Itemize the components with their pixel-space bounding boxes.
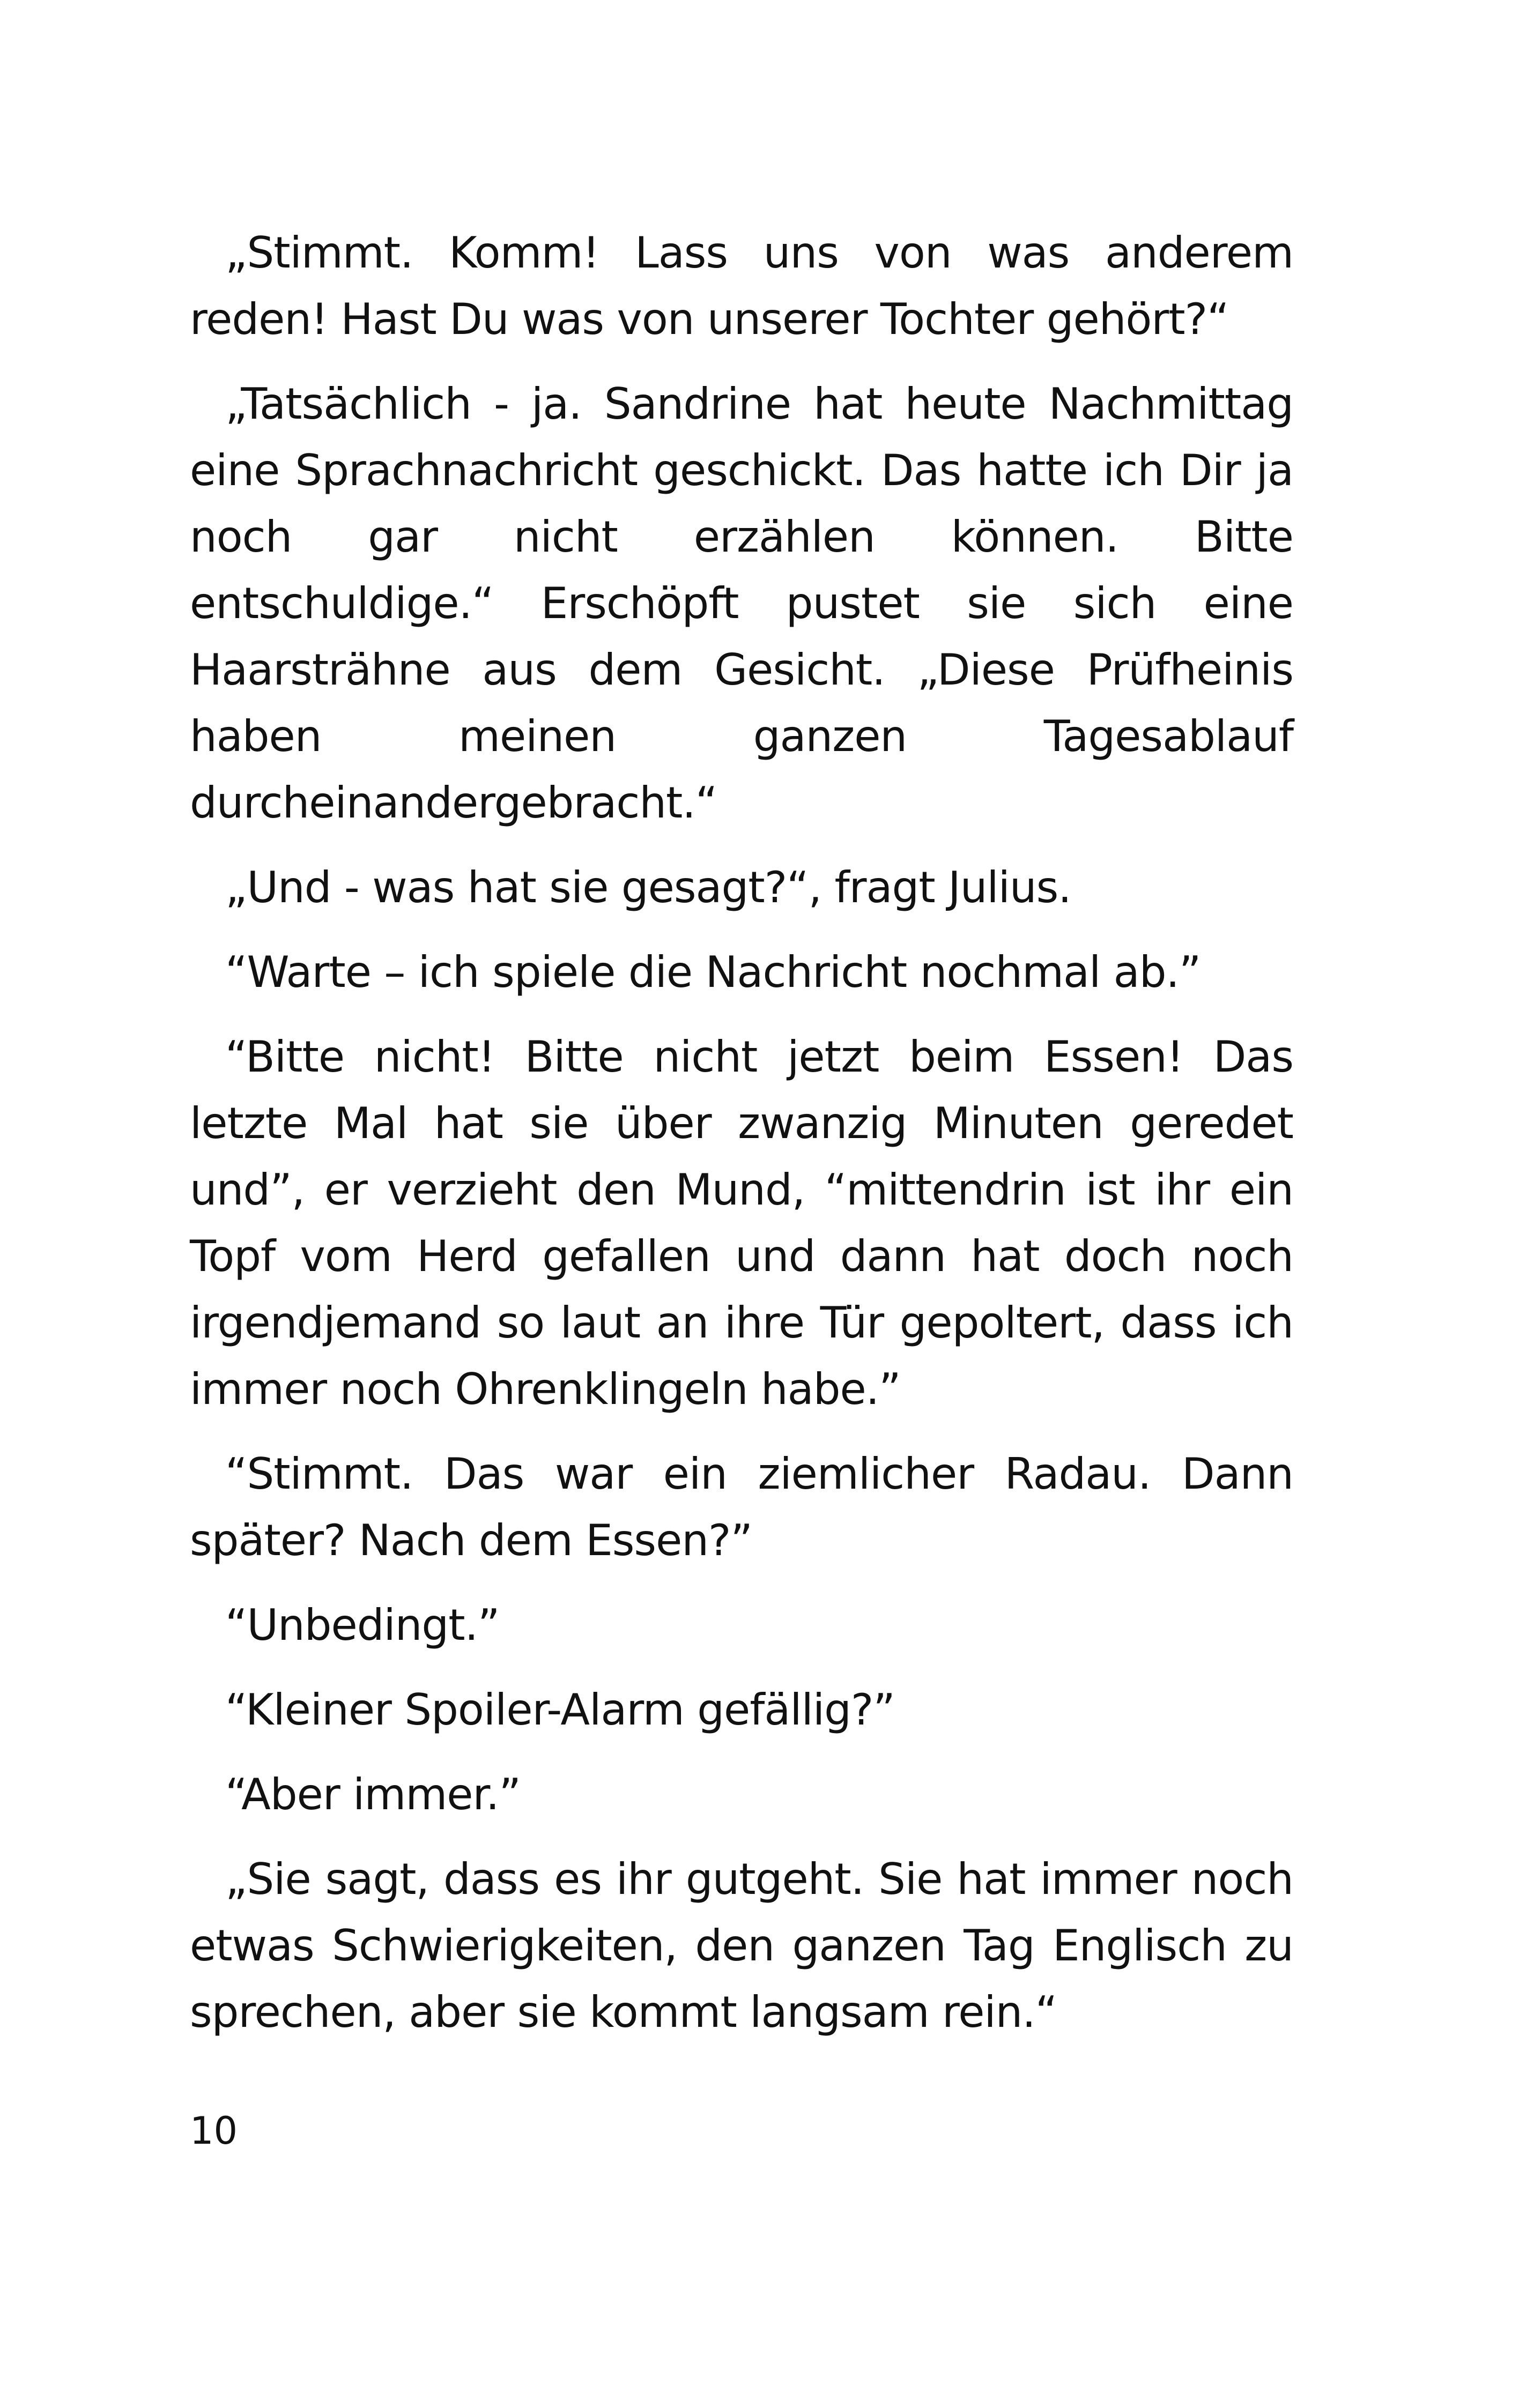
book-page-text xyxy=(190,220,1293,2064)
page-number: 10 xyxy=(190,2109,238,2153)
paragraph: „Stimmt. Komm! Lass uns von was anderem reden! Hast Du was von unserer Tochter gehört?“ xyxy=(190,228,1293,344)
paragraph: “Warte – ich spiele die Nachricht nochmal ab.” xyxy=(225,947,1201,997)
paragraph: “Stimmt. Das war ein ziemlicher Radau. Dann später? Nach dem Essen?” xyxy=(190,1449,1293,1565)
paragraph: “Kleiner Spoiler-Alarm gefällig?” xyxy=(225,1685,895,1735)
paragraph: “Unbedingt.” xyxy=(225,1600,500,1650)
paragraph: “Bitte nicht! Bitte nicht jetzt beim Essen! Das letzte Mal hat sie über zwanzig Minuten geredet und”, er verzieht den Mund, “mittendrin ist ihr ein Topf vom Herd gefallen und dann hat doch noch irgendjemand so laut an ihre Tür gepoltert, dass ich immer noch Ohrenklingeln habe.” xyxy=(190,1032,1293,1414)
paragraph: „Sie sagt, dass es ihr gutgeht. Sie hat immer noch etwas Schwierigkeiten, den ganzen Tag Englisch zu sprechen, aber sie kommt langsam rein.“ xyxy=(190,1854,1293,2037)
paragraph: „Tatsächlich - ja. Sandrine hat heute Nachmittag eine Sprachnachricht geschickt. Das hatte ich Dir ja noch gar nicht erzählen können. Bitte entschuldige.“ Erschöpft pustet sie sich eine Haarsträhne aus dem Gesicht. „Diese Prüfheinis haben meinen ganzen Tagesablauf durcheinandergebracht.“ xyxy=(190,379,1293,828)
paragraph: „Und - was hat sie gesagt?“, fragt Julius. xyxy=(225,863,1071,912)
paragraph: “Aber immer.” xyxy=(225,1770,521,1819)
